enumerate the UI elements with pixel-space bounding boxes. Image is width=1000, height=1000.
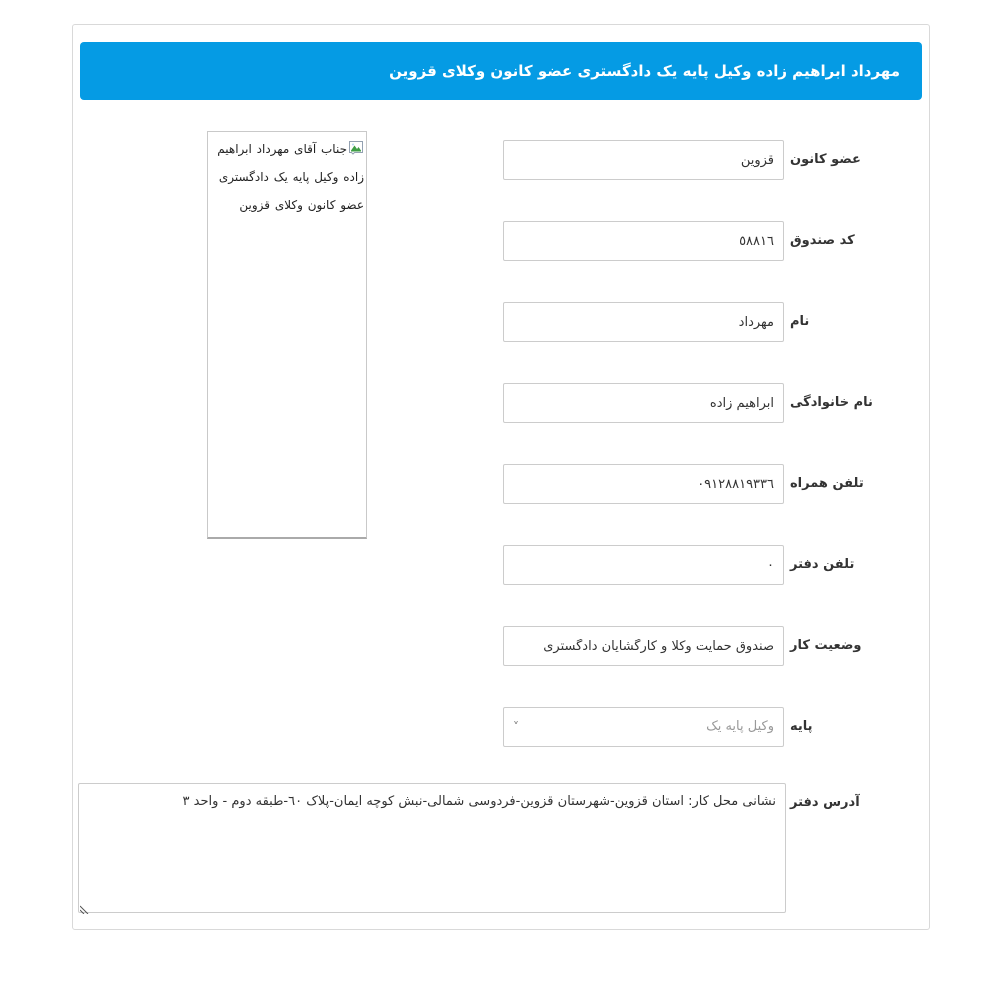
form-row bbox=[73, 221, 929, 261]
field-label-bar-membership: عضو کانون bbox=[790, 152, 861, 167]
form-row bbox=[73, 464, 929, 504]
bar-membership-input[interactable] bbox=[503, 140, 784, 180]
fund-code-input[interactable] bbox=[503, 221, 784, 261]
office-address-textarea[interactable] bbox=[78, 783, 786, 913]
form-row bbox=[73, 783, 929, 913]
form-row bbox=[73, 383, 929, 423]
form-row bbox=[73, 140, 929, 180]
grade-select[interactable] bbox=[503, 707, 784, 747]
field-label-office-phone: تلفن دفتر bbox=[790, 557, 855, 572]
field-label-last-name: نام خانوادگی bbox=[790, 395, 873, 410]
form-row bbox=[73, 545, 929, 585]
first-name-input[interactable] bbox=[503, 302, 784, 342]
field-label-fund-code: کد صندوق bbox=[790, 233, 855, 248]
field-label-mobile-phone: تلفن همراه bbox=[790, 476, 864, 491]
work-status-input[interactable] bbox=[503, 626, 784, 666]
office-phone-input[interactable] bbox=[503, 545, 784, 585]
form-row bbox=[73, 707, 929, 747]
resize-grip-icon[interactable] bbox=[80, 899, 90, 909]
mobile-phone-input[interactable] bbox=[503, 464, 784, 504]
photo-alt-text: جناب آقای مهرداد ابراهیم زاده وکیل پایه یک دادگستری عضو کانون وکلای قزوین bbox=[217, 142, 364, 212]
header-bar bbox=[80, 42, 922, 100]
field-label-work-status: وضعیت کار bbox=[790, 638, 862, 653]
field-label-office-address: آدرس دفتر bbox=[790, 795, 860, 810]
field-label-first-name: نام bbox=[790, 314, 810, 329]
form-row bbox=[73, 302, 929, 342]
form-row bbox=[73, 626, 929, 666]
grade-select-value: وکیل پایه یک bbox=[706, 719, 774, 734]
profile-card bbox=[72, 24, 930, 930]
chevron-down-icon: ˅ bbox=[513, 720, 519, 734]
page-title: مهرداد ابراهیم زاده وکیل پایه یک دادگستری عضو کانون وکلای قزوین bbox=[389, 62, 900, 80]
last-name-input[interactable] bbox=[503, 383, 784, 423]
field-label-grade: پایه bbox=[790, 719, 813, 734]
